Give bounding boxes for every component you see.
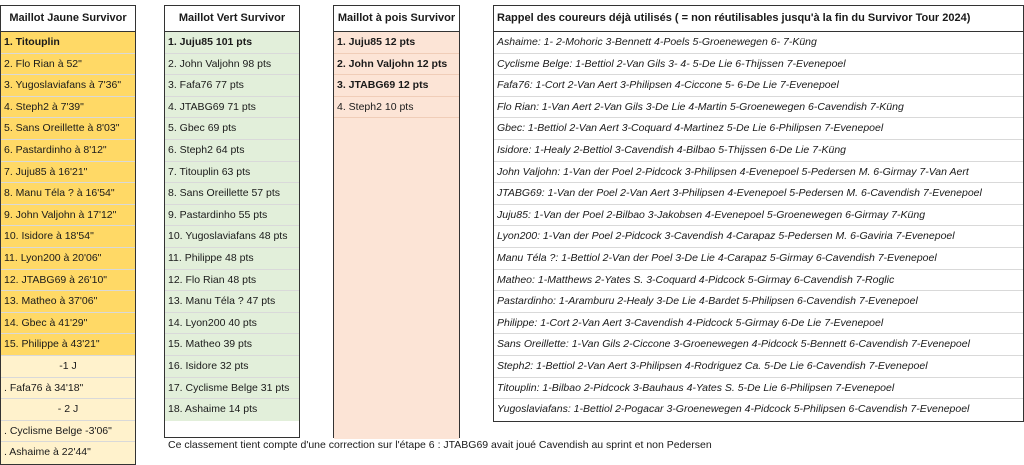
table-row: 2. John Valjohn 12 pts [334, 54, 459, 76]
table-row: 6. Steph2 64 pts [165, 140, 299, 162]
table-row: 12. JTABG69 à 26'10" [1, 270, 135, 292]
table-row: 13. Manu Téla ? 47 pts [165, 291, 299, 313]
maillot-pois-table [333, 5, 460, 438]
table-row: 8. Manu Téla ? à 16'54" [1, 183, 135, 205]
table-row: 2. Flo Rian à 52" [1, 54, 135, 76]
table-row: 10. Yugoslaviafans 48 pts [165, 226, 299, 248]
table-row: Steph2: 1-Bettiol 2-Van Aert 3-Philipsen 4-Rodriguez Ca. 5-De Lie 6-Cavendish 7-Evenepoel [494, 356, 1023, 378]
table-row: . Cyclisme Belge -3'06" [1, 421, 135, 443]
table-row: Philippe: 1-Cort 2-Van Aert 3-Cavendish 4-Pidcock 5-Girmay 6-De Lie 7-Evenepoel [494, 313, 1023, 335]
table-row: 1. Juju85 101 pts [165, 32, 299, 54]
table-row: 15. Philippe à 43'21" [1, 334, 135, 356]
table-row: 9. John Valjohn à 17'12" [1, 205, 135, 227]
table-row: 8. Sans Oreillette 57 pts [165, 183, 299, 205]
table-row: 4. JTABG69 71 pts [165, 97, 299, 119]
table-row: 18. Ashaime 14 pts [168, 403, 258, 416]
table-row: 11. Lyon200 à 20'06" [1, 248, 135, 270]
table-row: 14. Lyon200 40 pts [165, 313, 299, 335]
table-row: Sans Oreillette: 1-Van Gils 2-Ciccone 3-Groenewegen 4-Pidcock 5-Bennett 6-Cavendish 7-Evenepoel [494, 334, 1023, 356]
table-row: 9. Pastardinho 55 pts [165, 205, 299, 227]
table-row: Yugoslaviafans: 1-Bettiol 2-Pogacar 3-Groenewegen 4-Pidcock 5-Philipsen 6-Cavendish 7-Evenepoel [497, 403, 970, 416]
table-row: Manu Téla ?: 1-Bettiol 2-Van der Poel 3-De Lie 4-Carapaz 5-Girmay 6-Cavendish 7-Evenepoel [494, 248, 1023, 270]
correction-note: Ce classement tient compte d'une correction sur l'étape 6 : JTABG69 avait joué Cavendish au sprint et non Pedersen [168, 439, 712, 451]
table-row: Matheo: 1-Matthews 2-Yates S. 3-Coquard 4-Pidcock 5-Girmay 6-Cavendish 7-Roglic [494, 270, 1023, 292]
table-row: JTABG69: 1-Van der Poel 2-Van Aert 3-Philipsen 4-Evenepoel 5-Pedersen M. 6-Cavendish 7-Evenepoel [494, 183, 1023, 205]
table-row: Isidore: 1-Healy 2-Bettiol 3-Cavendish 4-Bilbao 5-Thijssen 6-De Lie 7-Küng [494, 140, 1023, 162]
table-row: 16. Isidore 32 pts [165, 356, 299, 378]
table-row: 11. Philippe 48 pts [165, 248, 299, 270]
maillot-vert-table [164, 5, 300, 438]
maillot-jaune-body [1, 32, 135, 464]
table-row: 10. Isidore à 18'54" [1, 226, 135, 248]
table-row: Cyclisme Belge: 1-Bettiol 2-Van Gils 3- 4- 5-De Lie 6-Thijssen 7-Evenepoel [494, 54, 1023, 76]
table-row: 1. Juju85 12 pts [334, 32, 459, 54]
maillot-jaune-header: Maillot Jaune Survivor [1, 6, 135, 32]
rappel-coureurs-table [493, 5, 1024, 422]
table-row: 7. Titouplin 63 pts [165, 162, 299, 184]
table-row: Titouplin: 1-Bilbao 2-Pidcock 3-Bauhaus 4-Yates S. 5-De Lie 6-Philipsen 7-Evenepoel [494, 378, 1023, 400]
table-row: Gbec: 1-Bettiol 2-Van Aert 3-Coquard 4-Martinez 5-De Lie 6-Philipsen 7-Evenepoel [494, 118, 1023, 140]
maillot-pois-body [334, 32, 459, 439]
table-row: 4. Steph2 à 7'39" [1, 97, 135, 119]
table-row: Ashaime: 1- 2-Mohoric 3-Bennett 4-Poels 5-Groenewegen 6- 7-Küng [494, 32, 1023, 54]
table-row: Pastardinho: 1-Aramburu 2-Healy 3-De Lie 4-Bardet 5-Philipsen 6-Cavendish 7-Evenepoel [494, 291, 1023, 313]
table-row-group-label: - 2 J [1, 399, 135, 421]
table-row: 13. Matheo à 37'06" [1, 291, 135, 313]
rappel-header: Rappel des coureurs déjà utilisés ( = non réutilisables jusqu'à la fin du Survivor Tour 2024) [494, 6, 1023, 32]
table-row: Flo Rian: 1-Van Aert 2-Van Gils 3-De Lie 4-Martin 5-Groenewegen 6-Cavendish 7-Küng [494, 97, 1023, 119]
table-row: 3. Fafa76 77 pts [165, 75, 299, 97]
table-row: Fafa76: 1-Cort 2-Van Aert 3-Philipsen 4-Ciccone 5- 6-De Lie 7-Evenepoel [494, 75, 1023, 97]
table-row: 7. Juju85 à 16'21" [1, 162, 135, 184]
table-row: 4. Steph2 10 pts [334, 97, 459, 119]
table-row: 17. Cyclisme Belge 31 pts [165, 378, 299, 400]
table-row: 6. Pastardinho à 8'12" [1, 140, 135, 162]
rappel-body [494, 32, 1023, 421]
table-row: Juju85: 1-Van der Poel 2-Bilbao 3-Jakobsen 4-Evenepoel 5-Groenewegen 6-Girmay 7-Küng [494, 205, 1023, 227]
table-row: . Ashaime à 22'44" [1, 442, 135, 464]
table-row: 2. John Valjohn 98 pts [165, 54, 299, 76]
table-row: 3. JTABG69 12 pts [334, 75, 459, 97]
maillot-pois-header: Maillot à pois Survivor [334, 6, 459, 32]
maillot-jaune-table [0, 5, 136, 465]
table-row: 15. Matheo 39 pts [165, 334, 299, 356]
table-row: 5. Sans Oreillette à 8'03" [1, 118, 135, 140]
table-row-group-label: -1 J [1, 356, 135, 378]
table-row: Lyon200: 1-Van der Poel 2-Pidcock 3-Cavendish 4-Carapaz 5-Pedersen M. 6-Gaviria 7-Evenepoel [494, 226, 1023, 248]
table-row: 5. Gbec 69 pts [165, 118, 299, 140]
table-row: . Fafa76 à 34'18" [1, 378, 135, 400]
table-row: John Valjohn: 1-Van der Poel 2-Pidcock 3-Philipsen 4-Evenepoel 5-Pedersen M. 6-Girmay 7-Van Aert [494, 162, 1023, 184]
table-row: 1. Titouplin [1, 32, 135, 54]
table-row: 14. Gbec à 41'29" [1, 313, 135, 335]
maillot-vert-header: Maillot Vert Survivor [165, 6, 299, 32]
table-row: 12. Flo Rian 48 pts [165, 270, 299, 292]
maillot-vert-body [165, 32, 299, 421]
table-row: 3. Yugoslaviafans à 7'36" [1, 75, 135, 97]
